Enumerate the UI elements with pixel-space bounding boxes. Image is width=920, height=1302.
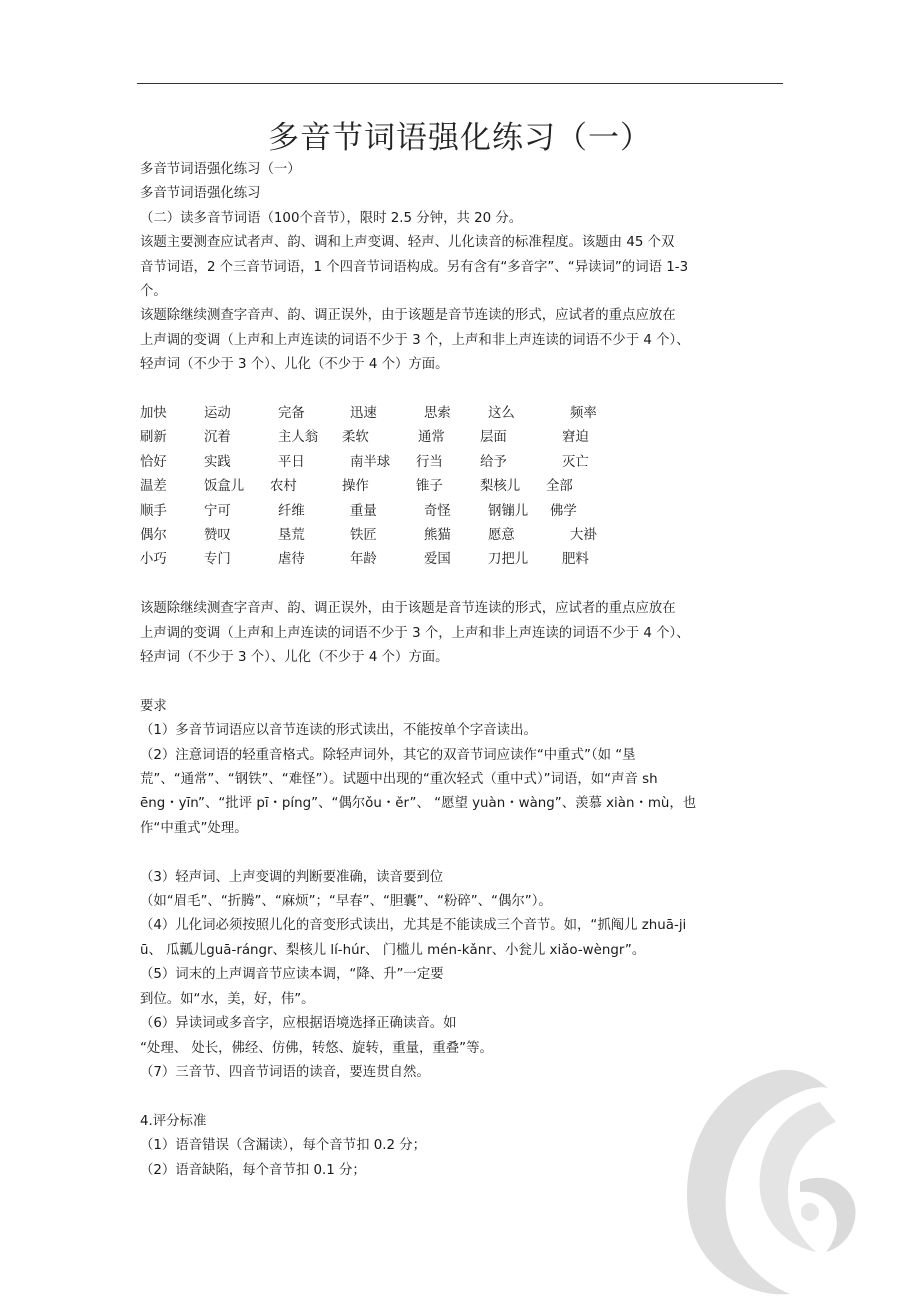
word-item: 迅速 — [350, 406, 377, 422]
word-item: 南半球 — [350, 454, 391, 470]
word-row — [140, 524, 790, 548]
word-item: 刷新 — [140, 430, 167, 446]
requirement-3-line-1: （3）轻声词、上声变调的判断要准确，读音要到位 — [140, 869, 444, 885]
word-item: 奇怪 — [424, 503, 451, 519]
word-item: 行当 — [416, 454, 443, 470]
paragraph-a-line-2: 上声调的变调（上声和上声连读的词语不少于 3 个，上声和非上声连读的词语不少于 4 个）、 — [140, 332, 690, 348]
word-item: 恰好 — [140, 454, 167, 470]
word-item: 小巧 — [140, 552, 167, 568]
dolphin-watermark-icon — [660, 1062, 860, 1302]
word-grid — [140, 402, 790, 573]
requirement-5-line-1: （5）词末的上声调音节应读本调，“降、升”一定要 — [140, 967, 444, 983]
header-rule — [137, 83, 783, 84]
word-item: 锥子 — [416, 479, 443, 495]
word-item: 大褂 — [570, 528, 597, 543]
scoring-item-1: （1）语音错误（含漏读），每个音节扣 0.2 分； — [140, 1138, 427, 1154]
word-item: 宁可 — [204, 503, 231, 519]
document-body — [140, 158, 790, 1183]
word-row — [140, 500, 790, 524]
word-item: 爱国 — [424, 552, 451, 568]
requirement-4-line-1: （4）儿化词必须按照儿化的音变形式读出，尤其是不能读成三个音节。如，“抓阄儿 zhuā-ji — [140, 918, 687, 934]
word-item: 偶尔 — [140, 528, 167, 543]
requirement-2-line-1: （2）注意词语的轻重音格式。除轻声词外，其它的双音节词应读作“中重式”（如 “垦 — [140, 747, 636, 763]
intro-line-3: （二）读多音节词语（100个音节），限时 2.5 分钟，共 20 分。 — [140, 210, 523, 226]
word-row — [140, 426, 790, 450]
word-item: 实践 — [204, 454, 231, 470]
word-item: 重量 — [350, 503, 377, 519]
word-item: 佛学 — [550, 503, 577, 519]
requirement-2-line-3: ēng・yīn”、“批评 pī・píng”、“偶尔ǒu・ěr”、 “愿望 yuàn・wàng”、羡慕 xiàn・mù，也 — [140, 796, 697, 812]
word-row — [140, 451, 790, 475]
word-item: 年龄 — [350, 552, 377, 568]
paragraph-b-line-1: 该题除继续测查字音声、韵、调正误外，由于该题是音节连读的形式，应试者的重点应放在 — [140, 601, 676, 617]
intro-line-1: 多音节词语强化练习（一） — [140, 162, 301, 177]
word-item: 纤维 — [278, 503, 305, 519]
word-row — [140, 475, 790, 499]
word-item: 愿意 — [488, 528, 515, 543]
paragraph-b-line-3: 轻声词（不少于 3 个）、儿化（不少于 4 个）方面。 — [140, 650, 449, 666]
paragraph-a-line-1: 该题除继续测查字音声、韵、调正误外，由于该题是音节连读的形式，应试者的重点应放在 — [140, 308, 676, 324]
word-item: 灭亡 — [562, 454, 589, 470]
word-item: 饭盒儿 — [204, 479, 245, 495]
word-item: 沉着 — [204, 430, 231, 446]
word-item: 操作 — [342, 479, 369, 495]
page-title: 多音节词语强化练习（一） — [268, 120, 652, 156]
word-item: 垦荒 — [278, 528, 305, 543]
word-item: 层面 — [480, 430, 507, 446]
word-item: 温差 — [140, 479, 167, 495]
word-item: 柔软 — [342, 430, 369, 446]
requirement-6-line-2: “处理、 处长，佛经、仿佛，转悠、旋转，重量，重叠”等。 — [140, 1040, 493, 1056]
word-item: 平日 — [278, 454, 305, 470]
word-item: 窘迫 — [562, 430, 589, 446]
word-item: 肥料 — [562, 552, 589, 568]
word-item: 专门 — [204, 552, 231, 568]
word-item: 运动 — [204, 406, 231, 422]
intro-line-2: 多音节词语强化练习 — [140, 186, 261, 202]
word-item: 顺手 — [140, 503, 167, 519]
requirement-3-line-2: （如“眉毛”、“折腾”、“麻烦”；“早春”、“胆囊”、“粉碎”、“偶尔”）。 — [140, 894, 552, 910]
word-item: 主人翁 — [278, 430, 319, 446]
word-item: 完备 — [278, 406, 305, 422]
word-row — [140, 402, 790, 426]
requirement-5-line-2: 到位。如“水，美，好，伟”。 — [140, 991, 315, 1007]
word-item: 铁匠 — [350, 528, 377, 543]
description-line-2: 音节词语，2 个三音节词语，1 个四音节词语构成。另有含有“多音字”、“异读词”的词语 1-3 — [140, 259, 689, 275]
word-item: 通常 — [418, 430, 445, 446]
word-item: 农村 — [270, 479, 297, 495]
word-item: 全部 — [546, 479, 573, 495]
requirement-2-line-4: 作“中重式”处理。 — [140, 820, 248, 836]
description-line-1: 该题主要测查应试者声、韵、调和上声变调、轻声、儿化读音的标准程度。该题由 45 个双 — [140, 235, 675, 251]
word-item: 虐待 — [278, 552, 305, 568]
word-row — [140, 548, 790, 572]
requirement-6-line-1: （6）异读词或多音字，应根据语境选择正确读音。如 — [140, 1016, 457, 1032]
requirement-4-line-2: ū、 瓜瓤儿guā-rángr、梨核儿 lí-húr、 门槛儿 mén-kǎnr、小瓮儿 xiǎo-wèngr”。 — [140, 942, 646, 958]
word-item: 这么 — [488, 406, 515, 422]
scoring-heading: 4.评分标准 — [140, 1113, 207, 1129]
word-item: 频率 — [570, 406, 597, 422]
requirement-2-line-2: 荒”、“通常”、“钢铁”、“难怪”）。试题中出现的“重次轻式（重中式）”词语，如“声音 sh — [140, 772, 658, 788]
word-item: 熊猫 — [424, 528, 451, 543]
word-item: 梨核儿 — [480, 479, 521, 495]
word-item: 赞叹 — [204, 528, 231, 543]
word-item: 给予 — [480, 454, 507, 470]
requirement-1: （1）多音节词语应以音节连读的形式读出，不能按单个字音读出。 — [140, 723, 537, 739]
description-line-3: 个。 — [140, 284, 167, 300]
paragraph-b-line-2: 上声调的变调（上声和上声连读的词语不少于 3 个，上声和非上声连读的词语不少于 4 个）、 — [140, 625, 690, 641]
scoring-item-2: （2）语音缺陷，每个音节扣 0.1 分； — [140, 1162, 366, 1178]
word-item: 刀把儿 — [488, 552, 529, 568]
paragraph-a-line-3: 轻声词（不少于 3 个）、儿化（不少于 4 个）方面。 — [140, 357, 449, 373]
requirements-heading: 要求 — [140, 698, 167, 714]
word-item: 钢镚儿 — [488, 503, 529, 519]
word-item: 思索 — [424, 406, 451, 422]
word-item: 加快 — [140, 406, 167, 422]
requirement-7: （7）三音节、四音节词语的读音，要连贯自然。 — [140, 1064, 430, 1080]
